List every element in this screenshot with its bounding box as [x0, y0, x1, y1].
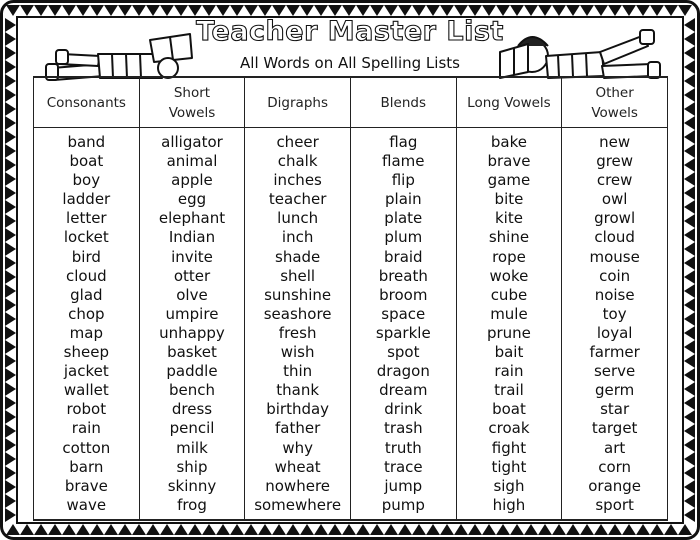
border-triangles-left [5, 18, 16, 522]
word-item: tight [491, 457, 527, 476]
word-item: robot [66, 400, 107, 419]
word-item: dream [379, 381, 428, 400]
word-item: why [282, 438, 313, 457]
word-item: farmer [589, 343, 640, 362]
word-item: brave [64, 476, 108, 495]
word-item: nowhere [265, 476, 331, 495]
word-item: grew [596, 152, 634, 171]
word-item: croak [488, 419, 530, 438]
word-item: dragon [376, 362, 430, 381]
word-item: band [67, 133, 106, 151]
word-item: owl [601, 190, 628, 209]
word-item: cube [490, 285, 528, 304]
word-item: flip [391, 171, 415, 190]
column-digraphs [245, 128, 351, 521]
word-item: paddle [166, 362, 218, 381]
word-item: flame [382, 152, 425, 171]
column-long-vowels [456, 128, 562, 521]
word-item: boy [72, 171, 101, 190]
word-item: flag [389, 133, 418, 151]
word-item: game [487, 171, 531, 190]
word-item: woke [489, 266, 529, 285]
word-item: thin [283, 362, 313, 381]
word-item: truth [384, 438, 422, 457]
word-item: chalk [277, 152, 318, 171]
word-item: Indian [168, 228, 216, 247]
word-item: seashore [263, 304, 332, 323]
word-item: boat [492, 400, 526, 419]
column-consonants [34, 128, 140, 521]
table-body-row [34, 128, 668, 521]
word-item: alligator [161, 133, 223, 151]
word-item: rain [494, 362, 524, 381]
word-list-short-vowels [140, 133, 245, 515]
border-triangles-bottom [6, 524, 692, 535]
word-item: skinny [167, 476, 217, 495]
word-item: olve [176, 285, 208, 304]
word-item: inch [281, 228, 314, 247]
border-triangles-top [6, 5, 692, 16]
word-item: kite [494, 209, 523, 228]
word-item: orange [588, 476, 642, 495]
header-digraphs: Digraphs [245, 77, 351, 128]
word-item: shell [280, 266, 316, 285]
word-item: pump [381, 495, 425, 514]
word-item: letter [66, 209, 107, 228]
word-item: cloud [594, 228, 635, 247]
word-item: somewhere [254, 495, 342, 514]
word-item: wallet [63, 381, 109, 400]
word-list-digraphs [245, 133, 350, 515]
word-item: ladder [62, 190, 111, 209]
word-item: new [599, 133, 631, 151]
word-item: trace [383, 457, 423, 476]
table-header-row [34, 77, 668, 128]
word-item: father [275, 419, 321, 438]
word-item: fresh [278, 323, 317, 342]
word-item: mouse [589, 247, 640, 266]
header-consonants: Consonants [34, 77, 140, 128]
word-list-blends [351, 133, 456, 515]
word-item: cloud [66, 266, 107, 285]
word-item: sheep [63, 343, 109, 362]
word-item: chop [68, 304, 105, 323]
word-item: braid [384, 247, 423, 266]
word-item: pencil [169, 419, 215, 438]
column-other-vowels [562, 128, 668, 521]
word-item: loyal [596, 323, 633, 342]
word-item: corn [598, 457, 632, 476]
word-item: animal [166, 152, 218, 171]
word-item: trash [384, 419, 423, 438]
word-item: rope [492, 247, 526, 266]
word-item: broom [379, 285, 428, 304]
word-item: bite [494, 190, 524, 209]
word-item: cheer [276, 133, 319, 151]
word-item: plate [384, 209, 423, 228]
word-item: mule [490, 304, 528, 323]
word-item: star [600, 400, 630, 419]
word-item: umpire [165, 304, 219, 323]
word-item: cotton [62, 438, 111, 457]
word-item: locket [63, 228, 109, 247]
column-blends [350, 128, 456, 521]
word-item: trail [494, 381, 524, 400]
column-short-vowels [139, 128, 245, 521]
word-item: lunch [277, 209, 319, 228]
word-item: sparkle [375, 323, 431, 342]
header-blends: Blends [350, 77, 456, 128]
word-item: bench [168, 381, 215, 400]
word-item: map [69, 323, 103, 342]
word-item: basket [167, 343, 217, 362]
word-item: elephant [158, 209, 226, 228]
word-item: target [591, 419, 638, 438]
word-item: coin [599, 266, 631, 285]
word-item: ship [176, 457, 208, 476]
word-item: toy [602, 304, 627, 323]
word-item: plum [384, 228, 423, 247]
word-item: spot [387, 343, 420, 362]
word-item: brave [487, 152, 531, 171]
word-item: drink [384, 400, 423, 419]
word-item: fight [491, 438, 527, 457]
word-item: boat [69, 152, 104, 171]
word-item: frog [177, 495, 207, 514]
header-long-vowels: Long Vowels [456, 77, 562, 128]
word-item: wheat [274, 457, 321, 476]
word-item: dress [171, 400, 213, 419]
word-item: jump [384, 476, 423, 495]
word-item: shine [488, 228, 530, 247]
word-item: sport [595, 495, 634, 514]
word-item: growl [594, 209, 636, 228]
word-item: sunshine [264, 285, 332, 304]
word-list-table [33, 76, 668, 521]
page-title: Teacher Master List [196, 16, 504, 47]
word-item: crew [596, 171, 633, 190]
word-item: space [381, 304, 426, 323]
word-item: bake [490, 133, 527, 151]
word-item: sigh [493, 476, 525, 495]
word-item: otter [173, 266, 211, 285]
border-triangles-right [684, 18, 695, 522]
word-item: unhappy [159, 323, 225, 342]
word-item: shade [275, 247, 321, 266]
word-item: thank [276, 381, 320, 400]
word-item: bait [494, 343, 524, 362]
word-item: invite [171, 247, 213, 266]
word-item: high [492, 495, 526, 514]
word-item: breath [378, 266, 428, 285]
word-item: inches [273, 171, 322, 190]
word-item: barn [69, 457, 104, 476]
word-item: teacher [268, 190, 327, 209]
word-item: rain [71, 419, 101, 438]
header-other-vowels: Other Vowels [562, 77, 668, 128]
header-short-vowels: Short Vowels [139, 77, 245, 128]
word-item: wave [66, 495, 107, 514]
word-item: birthday [266, 400, 330, 419]
word-item: apple [171, 171, 213, 190]
word-item: milk [176, 438, 208, 457]
word-item: bird [71, 247, 101, 266]
word-item: wish [280, 343, 315, 362]
word-item: art [604, 438, 626, 457]
word-item: noise [594, 285, 635, 304]
word-list-long-vowels [457, 133, 562, 515]
page-subtitle: All Words on All Spelling Lists [240, 54, 460, 72]
word-list-other-vowels [562, 133, 667, 515]
word-item: prune [486, 323, 531, 342]
word-item: serve [593, 362, 636, 381]
word-item: germ [595, 381, 635, 400]
word-item: plain [385, 190, 422, 209]
word-item: jacket [63, 362, 109, 381]
word-item: glad [70, 285, 103, 304]
word-list-consonants [34, 133, 139, 515]
word-item: egg [177, 190, 207, 209]
